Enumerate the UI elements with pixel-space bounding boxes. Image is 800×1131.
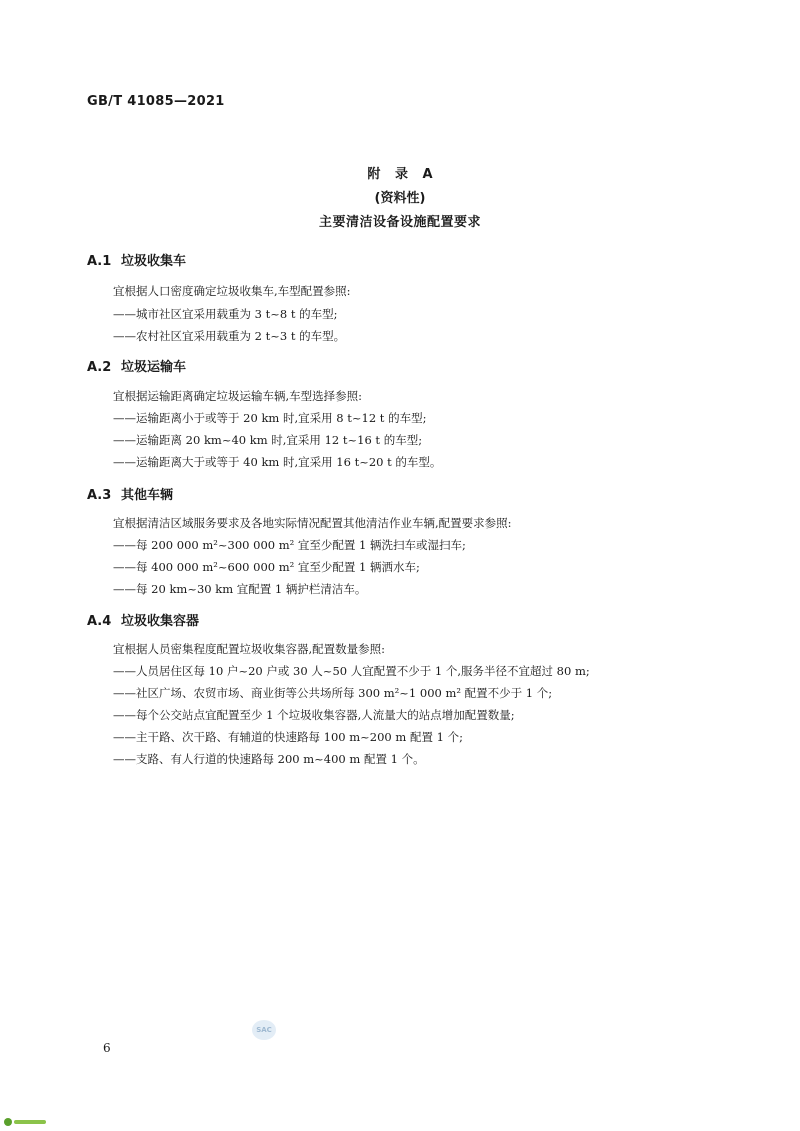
section-heading-a1 [87, 250, 186, 269]
appendix-type: (资料性) [374, 191, 426, 206]
list-item: ——支路、有人行道的快速路每 200 m~400 m 配置 1 个。 [113, 752, 425, 766]
list-item: ——运输距离 20 km~40 km 时,宜采用 12 t~16 t 的车型; [113, 433, 423, 447]
section-number: A.3 [87, 488, 112, 503]
list-item: ——城市社区宜采用载重为 3 t~8 t 的车型; [113, 307, 338, 321]
list-item: ——每 400 000 m²~600 000 m² 宜至少配置 1 辆洒水车; [113, 560, 420, 574]
section-heading-a2 [87, 356, 186, 375]
section-intro: 宜根据运输距离确定垃圾运输车辆,车型选择参照: [113, 389, 363, 403]
logo-dot-icon [4, 1118, 12, 1126]
section-number: A.2 [87, 360, 112, 375]
section-heading-a3 [87, 484, 173, 503]
page-number: 6 [103, 1041, 111, 1055]
list-item: ——每 200 000 m²~300 000 m² 宜至少配置 1 辆洗扫车或湿扫车; [113, 538, 466, 552]
section-intro: 宜根据人员密集程度配置垃圾收集容器,配置数量参照: [113, 642, 386, 656]
section-number: A.4 [87, 614, 112, 629]
standard-number: GB/T 41085—2021 [87, 94, 225, 109]
footer-logo [4, 1117, 48, 1127]
appendix-title-word: 录 [394, 167, 408, 182]
list-item: ——人员居住区每 10 户~20 户或 30 人~50 人宜配置不少于 1 个,服务半径不宜超过 80 m; [113, 664, 590, 678]
list-item: ——运输距离小于或等于 20 km 时,宜采用 8 t~12 t 的车型; [113, 411, 427, 425]
logo-bar-icon [14, 1120, 46, 1124]
section-title: 其他车辆 [121, 488, 174, 503]
list-item: ——运输距离大于或等于 40 km 时,宜采用 16 t~20 t 的车型。 [113, 455, 442, 469]
appendix-title-letter: A [422, 167, 433, 182]
appendix-title [0, 163, 800, 182]
section-intro: 宜根据人口密度确定垃圾收集车,车型配置参照: [113, 284, 351, 298]
list-item: ——每个公交站点宜配置至少 1 个垃圾收集容器,人流量大的站点增加配置数量; [113, 708, 515, 722]
watermark-logo: SAC [252, 1020, 276, 1040]
section-number: A.1 [87, 254, 112, 269]
section-title: 垃圾收集车 [121, 254, 187, 269]
section-intro: 宜根据清洁区域服务要求及各地实际情况配置其他清洁作业车辆,配置要求参照: [113, 516, 512, 530]
list-item: ——每 20 km~30 km 宜配置 1 辆护栏清洁车。 [113, 582, 367, 596]
section-title: 垃圾收集容器 [121, 614, 200, 629]
list-item: ——主干路、次干路、有辅道的快速路每 100 m~200 m 配置 1 个; [113, 730, 463, 744]
section-heading-a4 [87, 610, 199, 629]
list-item: ——农村社区宜采用载重为 2 t~3 t 的车型。 [113, 329, 346, 343]
appendix-title-label: 附 [367, 167, 381, 182]
list-item: ——社区广场、农贸市场、商业街等公共场所每 300 m²~1 000 m² 配置不少于 1 个; [113, 686, 553, 700]
appendix-heading: 主要清洁设备设施配置要求 [318, 215, 481, 230]
section-title: 垃圾运输车 [121, 360, 187, 375]
